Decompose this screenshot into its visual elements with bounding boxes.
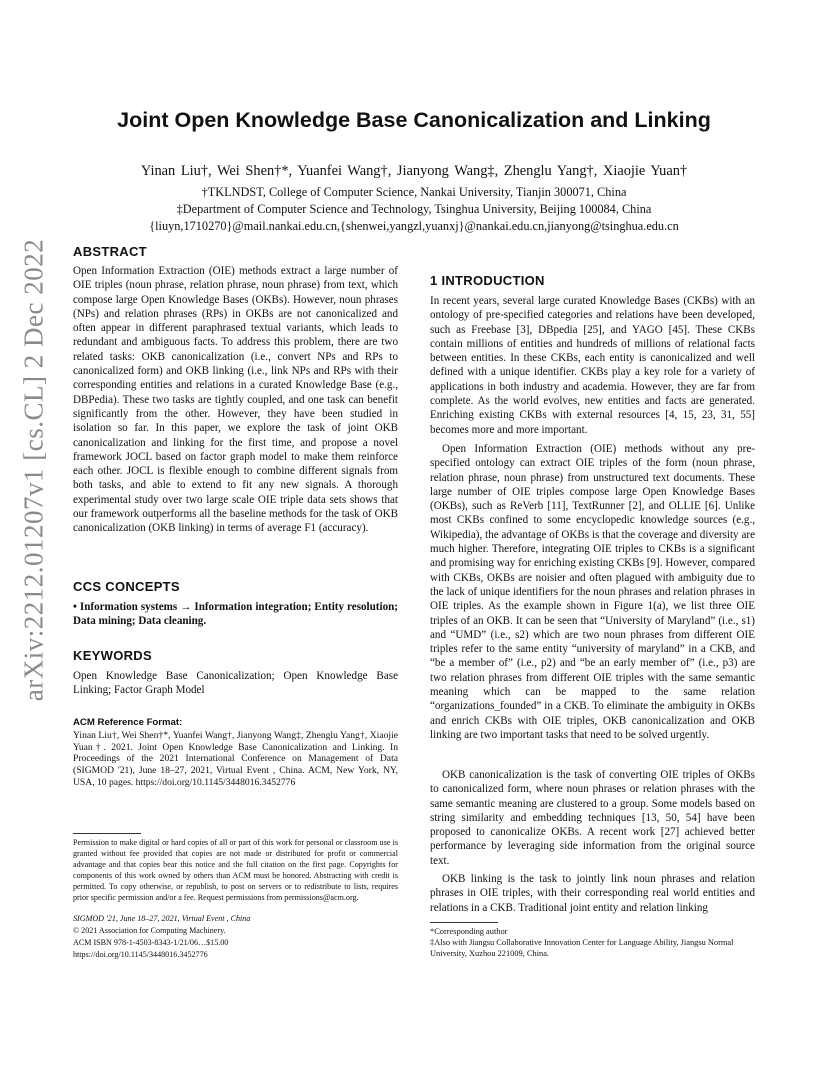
intro-paragraph-2: Open Information Extraction (OIE) methods without any pre-specified ontology can extract OIE triples of the form (noun phrase, relation phrase, noun phrase) from unstructured text documents. These large number of OIE triples compose large Open Knowledge Bases (OKBs), such as ReVerb [11], TextRunner [2], and OLLIE [6]. Unlike most CKBs confined to some encyclopedic knowledge sources (e.g., Wikipedia), the advantage of OKBs is that the coverage and diversity are much higher. Therefore, integrating OIE triples to CKBs is a significant and promising way for enriching existing CKBs [9]. However, compared with CKBs, OKBs are noisier and often plagued with ambiguity due to the lack of unique identifiers for the noun phrases and relation phrases in OIE triples. As the example shown in Figure 1(a), we list three OIE triples of an OKB. It can be seen that “University of Maryland” (i.e., s1) and “UMD” (i.e., s2) which are two noun phrases from different OIE triples refer to the same entity “university of maryland” in a CKB, and “be a member of” (i.e., p2) and “be an early member of” (i.e., p3) are two relation phrases from different OIE triples with the same semantic meaning which can be mapped to the same relation “organizations_founded” in a CKB. To eliminate the ambiguity in OKBs and enrich CKBs with OIE triples, OKB canonicalization and OKB linking are two important tasks that need to be solved urgently.	[430, 443, 755, 741]
doi-line: https://doi.org/10.1145/3448016.3452776	[73, 950, 208, 959]
footnote-rule-left	[73, 833, 141, 834]
paper-title: Joint Open Knowledge Base Canonicalization and Linking	[117, 108, 711, 132]
ccs-heading: CCS CONCEPTS	[73, 579, 180, 594]
footnote-jiangsu: ‡Also with Jiangsu Collaborative Innovation Center for Language Ability, Jiangsu Normal University, Xuzhou 221009, China.	[430, 938, 734, 958]
arxiv-stamp: arXiv:2212.01207v1 [cs.CL] 2 Dec 2022	[18, 238, 49, 702]
keywords-text: Open Knowledge Base Canonicalization; Open Knowledge Base Linking; Factor Graph Model	[73, 670, 398, 697]
author-list: Yinan Liu†, Wei Shen†*, Yuanfei Wang†, Jianyong Wang‡, Zhenglu Yang†, Xiaojie Yuan†	[140, 163, 688, 179]
footnote-corresponding: *Corresponding author	[430, 927, 508, 936]
affiliation-tsinghua: ‡Department of Computer Science and Technology, Tsinghua University, Beijing 100084, China	[176, 202, 652, 216]
acm-reference-heading: ACM Reference Format:	[73, 717, 183, 728]
footnote-rule-right	[430, 922, 498, 923]
abstract-text: Open Information Extraction (OIE) methods extract a large number of OIE triples (noun phrase, relation phrase, noun phrase) from text, which compose large Open Knowledge Bases (OKBs). However, noun phrases (NPs) and relation phrases (RPs) in OKBs are not canonicalized and often appear in different paraphrased textual variants, which leads to redundant and ambiguous facts. To address this problem, there are two related tasks: OKB canonicalization (i.e., convert NPs and RPs to canonicalized form) and OKB linking (i.e., link NPs and RPs with their corresponding entities and relations in a curated Knowledge Base (e.g., DBPedia). These two tasks are tightly coupled, and one task can benefit significantly from the other. However, they have been studied in isolation so far. In this paper, we explore the task of joint OKB canonicalization and linking for the first time, and propose a novel framework JOCL based on factor graph model to make them reinforce each other. JOCL is flexible enough to combine different signals from both tasks, and able to extend to fit any new signals. A thorough experimental study over two large scale OIE triple data sets shows that our framework outperforms all the baseline methods for the task of OKB canonicalization (OKB linking) in terms of average F1 (accuracy).	[73, 265, 398, 535]
permission-notice: Permission to make digital or hard copies of all or part of this work for personal or classroom use is granted without fee provided that copies are not made or distributed for profit or commercial advantage and that copies bear this notice and the full citation on the first page. Copyrights for components of this work owned by others than ACM must be honored. Abstracting with credit is permitted. To copy otherwise, or republish, to post on servers or to redistribute to lists, requires prior specific permission and/or a fee. Request permissions from permissions@acm.org.	[73, 838, 398, 902]
intro-paragraph-3: OKB canonicalization is the task of converting OIE triples of OKBs to canonicalized form, where noun phrases or relation phrases with the same semantic meaning are clustered to a group. Some models based on string similarity and embedding techniques [13, 50, 54] have been proposed to canonicalize OKBs. A recent work [27] achieved better performance by leveraging side information from the original source text.	[430, 769, 755, 867]
intro-heading: 1 INTRODUCTION	[430, 273, 545, 288]
author-emails: {liuyn,1710270}@mail.nankai.edu.cn,{shenwei,yangzl,yuanxj}@nankai.edu.cn,jianyong@tsinghua.edu.cn	[149, 219, 679, 233]
ccs-text: • Information systems → Information integration; Entity resolution; Data mining; Data cleaning.	[73, 601, 398, 628]
acm-reference-text: Yinan Liu†, Wei Shen†*, Yuanfei Wang†, Jianyong Wang‡, Zhenglu Yang†, Xiaojie Yuan†. 2021. Joint Open Knowledge Base Canonicalization and Linking. In Proceedings of the 2021 International Conference on Management of Data (SIGMOD '21), June 18–27, 2021, Virtual Event , China. ACM, New York, NY, USA, 10 pages. https://doi.org/10.1145/3448016.3452776	[73, 730, 398, 788]
affiliation-nankai: †TKLNDST, College of Computer Science, Nankai University, Tianjin 300071, China	[201, 185, 627, 199]
abstract-heading: ABSTRACT	[73, 244, 147, 259]
conference-line: SIGMOD '21, June 18–27, 2021, Virtual Event , China	[73, 914, 251, 923]
copyright-line: © 2021 Association for Computing Machinery.	[73, 926, 226, 935]
intro-paragraph-1: In recent years, several large curated Knowledge Bases (CKBs) with an ontology of pre-specified categories and relations have been developed, such as Freebase [3], DBpedia [25], and YAGO [45]. These CKBs contain millions of entities and hundreds of millions of relational facts between entities. In these CKBs, each entity is canonicalized and well defined with a unique identifier. CKBs play a key role for a variety of applications in both industry and academia. However, they are far from complete. As the world evolves, new entities and facts are generated. Enriching existing CKBs with external resources [4, 15, 23, 31, 55] becomes more and more important.	[430, 295, 755, 436]
intro-paragraph-4: OKB linking is the task to jointly link noun phrases and relation phrases in OIE triples, with their corresponding real world entities and relations in a CKB. Traditional joint entity and relation linking	[430, 873, 755, 914]
isbn-line: ACM ISBN 978-1-4503-8343-1/21/06…$15.00	[73, 938, 229, 947]
keywords-heading: KEYWORDS	[73, 648, 152, 663]
